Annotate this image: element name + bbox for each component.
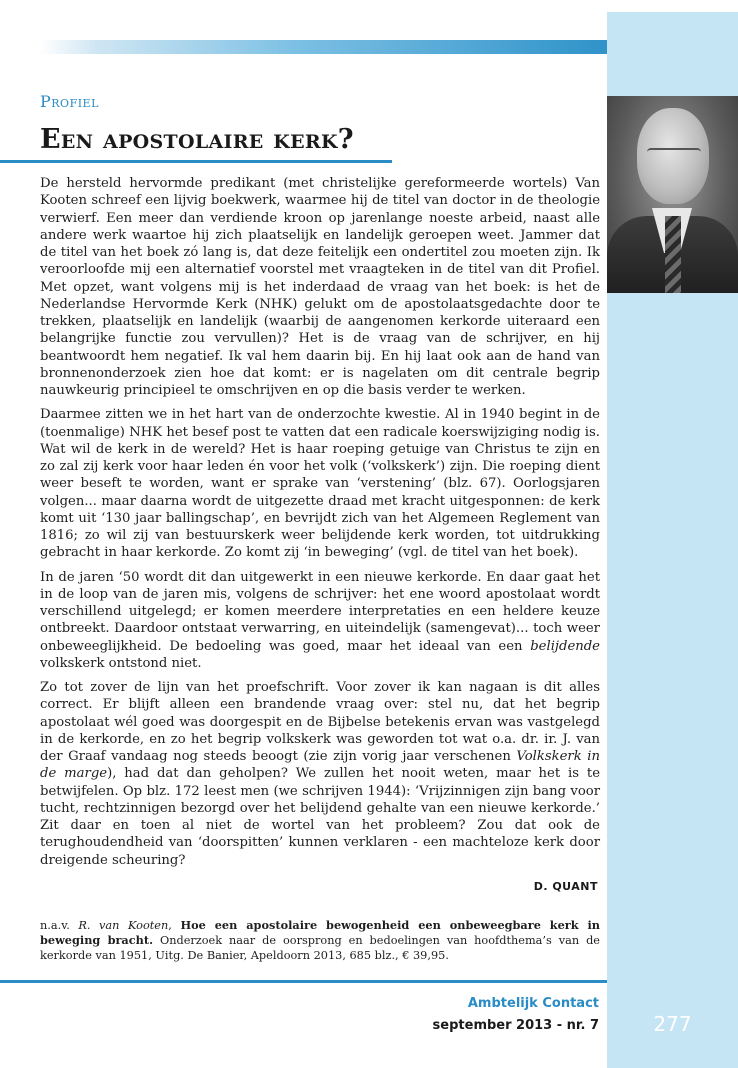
paragraph-text: volkskerk ontstond niet. — [40, 655, 202, 671]
reference-book-title: Hoe een apostolaire bewogenheid een onbeweegbare kerk in beweging bracht. — [40, 918, 600, 947]
author-portrait-photo — [607, 96, 738, 293]
section-label: Profiel — [40, 92, 99, 111]
reference-comma: , — [168, 919, 181, 932]
page-number: 277 — [653, 1012, 692, 1036]
article-title: Een apostolaire kerk? — [40, 124, 354, 155]
book-reference — [40, 918, 600, 963]
article-paragraph — [40, 569, 600, 673]
paragraph-text: Zo tot zover de lijn van het proefschrift. Voor zover ik kan nagaan is dit alles correct. Er blijft alleen een brandende vraag over: stel nu, dat het begrip apostolaat wél goed was doorgespit en de Bijbelse betekenis ervan was vastgelegd in de kerkorde, en zo het begrip volkskerk was geworden tot wat o.a. dr. ir. J. van der Graaf vandaag nog steeds beoogt (zie zijn vorig jaar verschenen — [40, 680, 600, 764]
article-paragraph — [40, 679, 600, 869]
footer-divider — [0, 980, 607, 983]
portrait-tie — [665, 216, 681, 293]
emphasis-text: belijdende — [530, 638, 600, 654]
magazine-name: Ambtelijk Contact — [467, 996, 599, 1011]
header-gradient-bar — [40, 40, 607, 54]
article-body — [40, 175, 600, 876]
reference-details: Onderzoek naar de oorsprong en bedoelingen van hoofdthema’s van de kerkorde van 1951, Uitg. De Banier, Apeldoorn 2013, 685 blz., € 39,95. — [40, 934, 600, 962]
paragraph-text: In de jaren ‘50 wordt dit dan uitgewerkt in een nieuwe kerkorde. En daar gaat het in de loop van de jaren mis, volgens de schrijver: het ene woord apostolaat wordt verschillend uitgelegd; er komen meerdere interpretaties en een heldere keuze ontbreekt. Daardoor ontstaat verwarring, en uiteindelijk (samengevat)... toch weer onbeweeglijkheid. De bedoeling was goed, maar het ideaal van een — [40, 569, 600, 654]
portrait-glasses — [647, 148, 701, 164]
issue-info: september 2013 - nr. 7 — [432, 1018, 599, 1033]
paragraph-text: ), had dat dan geholpen? We zullen het nooit weten, maar het is te betwijfelen. Op blz. 172 leest men (we schrijven 1944): ‘Vrijzinnigen zijn bang voor tucht, rechtzinnigen bezorgd over het belijdend gehalte van een nieuwe kerkorde.’ Zit daar en toen al niet de wortel van het probleem? Zou dat ook de terughoudendheid van ‘doorspitten’ kunnen verklaren - een machteloze kerk door dreigende scheuring? — [40, 766, 600, 868]
article-paragraph: De hersteld hervormde predikant (met christelijke gereformeerde wortels) Van Kooten schreef een lijvig boekwerk, waarmee hij de titel van doctor in de theologie verwierf. Een meer dan verdiende kroon op jarenlange noeste arbeid, naast alle andere werk waartoe hij zich plaatselijk en landelijk geroepen weet. Jammer dat de titel van het boek zó lang is, dat deze feitelijk een ondertitel zou moeten zijn. Ik veroorloofde mij een alternatief voorstel met vraagteken in de titel van dit Profiel. Met opzet, want volgens mij is het inderdaad de vraag van het boek: is het de Nederlandse Hervormde Kerk (NHK) gelukt om de apostolaatsgedachte door te trekken, plaatselijk en landelijk (waarbij de aangenomen kerkorde uiteraard een belangrijke functie zou vervullen)? Het is de vraag van de schrijver, en hij beantwoordt hem negatief. Ik val hem daarin bij. En hij laat ook aan de hand van bronnenonderzoek zien hoe dat komt: er is nagelaten om dit centrale begrip nauwkeurig principieel te omschrijven en op die basis verder te werken. — [40, 176, 600, 398]
author-signature: D. QUANT — [533, 880, 598, 893]
title-underline — [0, 160, 392, 163]
article-paragraph: Daarmee zitten we in het hart van de onderzochte kwestie. Al in 1940 begint in de (toenmalige) NHK het besef post te vatten dat een radicale koerswijziging nodig is. Wat wil de kerk in de wereld? Het is haar roeping getuige van Christus te zijn en zo zal zij kerk voor haar leden én voor het volk (‘volkskerk’) zijn. Die roeping dient weer beseft te worden, want er sprake van ‘verstening’ (blz. 67). Oorlogsjaren volgen... maar daarna wordt de uitgezette draad met kracht uitgesponnen: de kerk komt uit ‘130 jaar ballingschap’, en bevrijdt zich van het Algemeen Reglement van 1816; zo wil zij van bestuurskerk weer belijdende kerk worden, tot uitdrukking gebracht in haar kerkorde. Zo komt zij ‘in beweging’ (vgl. de titel van het boek). — [40, 407, 600, 561]
emphasis-text: Volkskerk in de marge — [40, 749, 600, 782]
reference-author: R. van Kooten — [78, 919, 169, 932]
reference-prefix: n.a.v. — [40, 919, 79, 932]
